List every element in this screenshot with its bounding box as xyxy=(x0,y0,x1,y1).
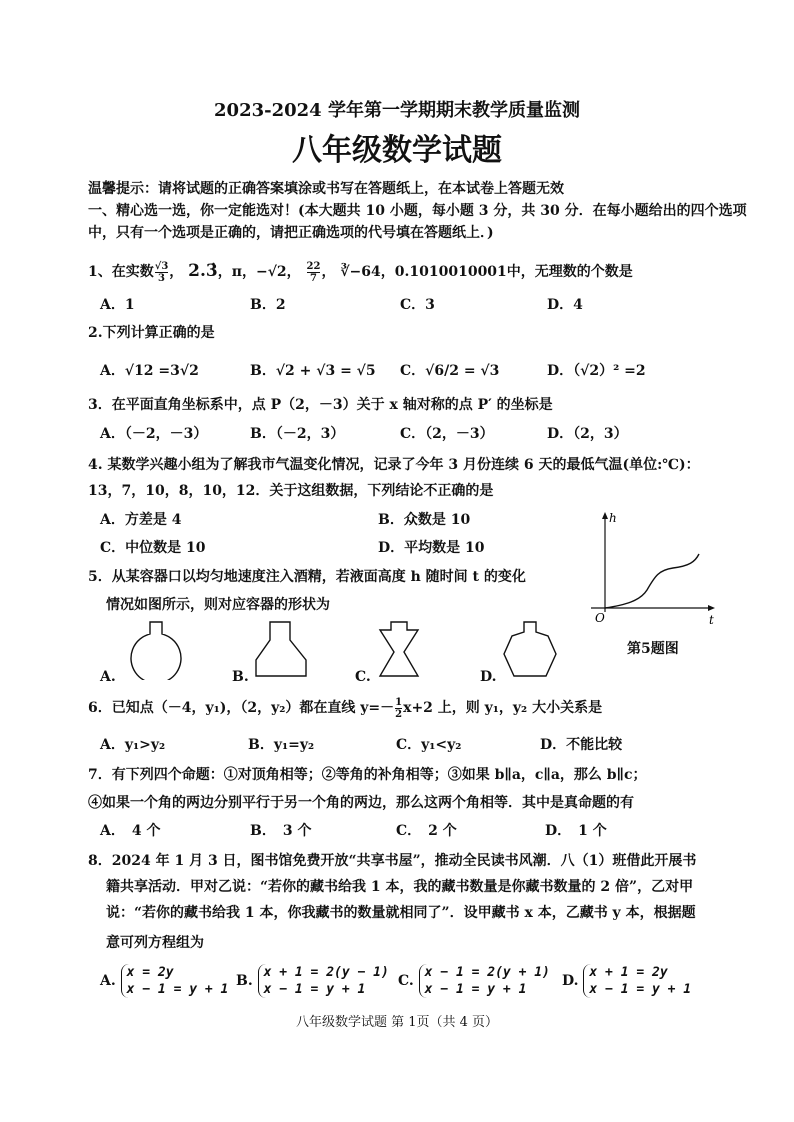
q8-option-a[interactable]: A. x = 2y x − 1 = y + 1 xyxy=(100,965,229,997)
q3-option-d[interactable]: D．（2，3） xyxy=(547,426,628,442)
q6-option-b[interactable]: B．y₁=y₂ xyxy=(248,737,315,753)
q6-option-a[interactable]: A．y₁>y₂ xyxy=(100,737,166,753)
q7-option-b[interactable]: B． 3 个 xyxy=(250,823,312,839)
q4-option-b[interactable]: B．众数是 10 xyxy=(378,512,471,528)
q3-option-a[interactable]: A．（－2，－3） xyxy=(100,426,208,442)
q6-stem: 6．已知点（－4，y₁)，（2，y₂）都在直线 y=－ $\frac{1}{2}$ x+2 上，则 y₁，y₂ 大小关系是 xyxy=(88,696,603,720)
q3-stem: 3．在平面直角坐标系中，点 P（2，－3）关于 x 轴对称的点 P′ 的坐标是 xyxy=(88,397,553,413)
q7-option-a[interactable]: A． 4 个 xyxy=(100,823,161,839)
q4-stem-1: 4. 某数学兴趣小组为了解我市气温变化情况，记录了今年 3 月份连续 6 天的最低气温(单位:℃)： xyxy=(88,457,700,473)
q2-option-c[interactable]: C．√6/2 = √3 xyxy=(400,363,500,379)
section-instructions-2: 中，只有一个选项是正确的，请把正确选项的代号填在答题纸上．) xyxy=(88,225,494,241)
q8-stem-2: 籍共享活动．甲对乙说：“若你的藏书给我 1 本，我的藏书数量是你藏书数量的 2 倍”，乙对甲 xyxy=(106,879,694,895)
q1-option-b[interactable]: B．2 xyxy=(250,297,286,313)
q5-graph xyxy=(585,508,725,628)
q5-stem-1: 5．从某容器口以均匀地速度注入酒精，若液面高度 h 随时间 t 的变化 xyxy=(88,569,526,585)
q8-stem-3: 说：“若你的藏书给我 1 本，你我藏书的数量就相同了”．设甲藏书 x 本，乙藏书 y 本，根据题 xyxy=(106,905,696,921)
q6-option-c[interactable]: C．y₁<y₂ xyxy=(396,737,462,753)
axis-h-label: h xyxy=(609,511,617,525)
axis-t-label: t xyxy=(709,613,714,627)
q5-option-c[interactable]: C. xyxy=(355,669,371,685)
q4-option-c[interactable]: C．中位数是 10 xyxy=(100,540,206,556)
q5-option-d[interactable]: D. xyxy=(480,669,497,685)
notice: 温馨提示：请将试题的正确答案填涂或书写在答题纸上，在本试卷上答题无效 xyxy=(88,181,564,197)
container-c[interactable] xyxy=(374,620,424,680)
q5-option-a[interactable]: A. xyxy=(100,669,116,685)
page-footer: 八年级数学试题 第 1页（共 4 页） xyxy=(295,1015,499,1030)
q5-option-b[interactable]: B. xyxy=(232,669,249,685)
x-axis-arrow-icon xyxy=(708,605,715,611)
q5-figure-caption: 第5题图 xyxy=(627,641,679,657)
q7-stem-2: ④如果一个角的两边分别平行于另一个角的两边，那么这两个角相等．其中是真命题的有 xyxy=(88,795,634,811)
q1-stem: 1、在实数 $\frac{√3}{3}$ ， 2.3̇，π，−√2， $\frac{22}{7}$ ， ∛−64，0.1010010001中，无理数的个数是 xyxy=(88,260,633,284)
q1-option-d[interactable]: D．4 xyxy=(547,297,583,313)
q4-option-a[interactable]: A．方差是 4 xyxy=(100,512,182,528)
origin-label: O xyxy=(595,611,605,625)
q4-option-d[interactable]: D．平均数是 10 xyxy=(378,540,485,556)
q8-stem-1: 8．2024 年 1 月 3 日，图书馆免费开放“共享书屋”，推动全民读书风潮．八（1）班借此开展书 xyxy=(88,853,697,869)
q8-option-c[interactable]: C. x − 1 = 2(y + 1) x − 1 = y + 1 xyxy=(398,965,550,997)
q1-option-a[interactable]: A．1 xyxy=(100,297,135,313)
container-a[interactable] xyxy=(126,620,186,680)
q2-option-b[interactable]: B．√2 + √3 = √5 xyxy=(250,363,376,379)
q6-option-d[interactable]: D．不能比较 xyxy=(540,737,623,753)
height-curve xyxy=(605,554,699,608)
q3-option-c[interactable]: C．（2，－3） xyxy=(400,426,494,442)
y-axis-arrow-icon xyxy=(602,512,608,519)
exam-subtitle: 2023-2024 学年第一学期期末教学质量监测 xyxy=(214,100,580,121)
container-b[interactable] xyxy=(250,620,310,680)
q8-option-b[interactable]: B. x + 1 = 2(y − 1) x − 1 = y + 1 xyxy=(236,965,389,997)
q7-option-d[interactable]: D． 1 个 xyxy=(545,823,607,839)
q1-option-c[interactable]: C．3 xyxy=(400,297,435,313)
q7-option-c[interactable]: C． 2 个 xyxy=(396,823,457,839)
q2-option-a[interactable]: A．√12 =3√2 xyxy=(100,363,199,379)
q8-option-d[interactable]: D. x + 1 = 2y x − 1 = y + 1 xyxy=(562,965,692,997)
q4-stem-2: 13，7，10，8，10，12．关于这组数据，下列结论不正确的是 xyxy=(88,483,494,499)
q8-stem-4: 意可列方程组为 xyxy=(106,935,204,951)
section-instructions-1: 一、精心选一选，你一定能选对！(本大题共 10 小题，每小题 3 分，共 30 分．在每小题给出的四个选项 xyxy=(88,203,747,219)
exam-title: 八年级数学试题 xyxy=(292,133,502,168)
container-d[interactable] xyxy=(500,620,560,680)
q3-option-b[interactable]: B．（－2，3） xyxy=(250,426,345,442)
q5-stem-2: 情况如图所示，则对应容器的形状为 xyxy=(106,597,330,613)
q2-option-d[interactable]: D．（√2）² =2 xyxy=(547,363,646,379)
q7-stem-1: 7．有下列四个命题：①对顶角相等；②等角的补角相等；③如果 b∥a，c∥a，那么 b∥c； xyxy=(88,767,647,783)
q2-stem: 2.下列计算正确的是 xyxy=(88,325,215,341)
